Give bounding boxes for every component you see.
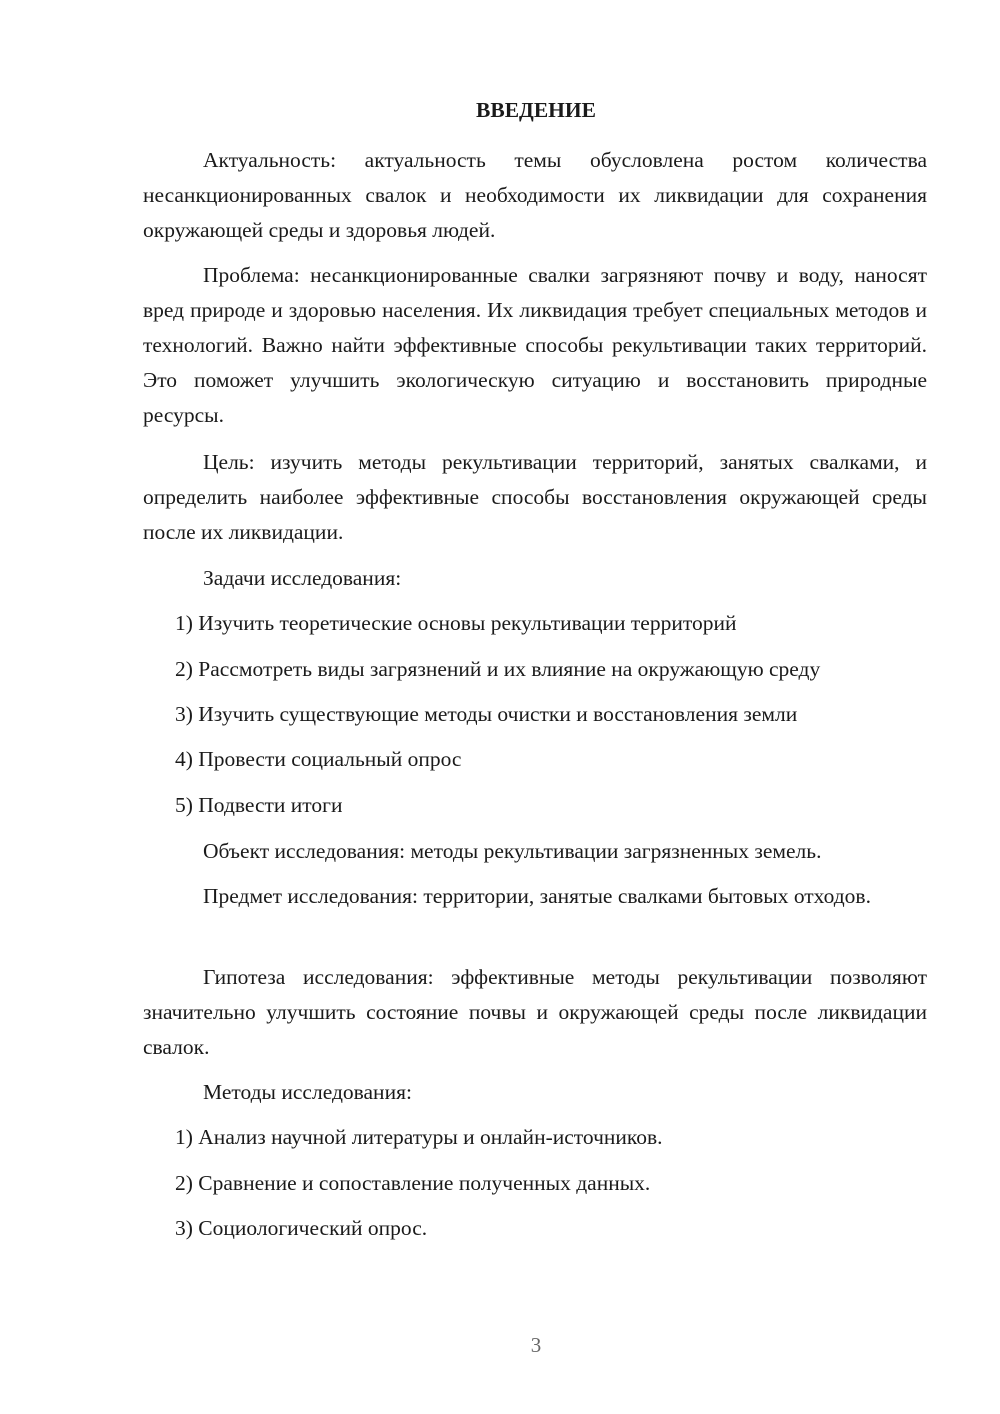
- paragraph-problem: Проблема: несанкционированные свалки загрязняют почву и воду, наносят вред природе и здоровью населения. Их ликвидация требует специальных методов и технологий. Важно найти эффективные способы рекультивации таких территорий. Это поможет улучшить экологическую ситуацию и восстановить природные ресурсы.: [143, 263, 927, 427]
- paragraph-hypothesis: Гипотеза исследования: эффективные методы рекультивации позволяют значительно улучшить состояние почвы и окружающей среды после ликвидации свалок.: [143, 965, 927, 1059]
- paragraph-goal: Цель: изучить методы рекультивации территорий, занятых свалками, и определить наиболее эффективные способы восстановления окружающей среды после их ликвидации.: [143, 450, 927, 544]
- paragraph-relevance: Актуальность: актуальность темы обусловлена ростом количества несанкционированных свалок и необходимости их ликвидации для сохранения окружающей среды и здоровья людей.: [143, 148, 927, 242]
- page-number: 3: [530, 1333, 542, 1357]
- methods-title: Методы исследования:: [203, 1080, 412, 1104]
- task-item: 3) Изучить существующие методы очистки и восстановления земли: [175, 702, 798, 726]
- paragraph-subject: Предмет исследования: территории, занятые свалками бытовых отходов.: [203, 884, 871, 908]
- task-item: 1) Изучить теоретические основы рекультивации территорий: [175, 611, 737, 635]
- section-heading: ВВЕДЕНИЕ: [476, 98, 596, 122]
- task-item: 2) Рассмотреть виды загрязнений и их влияние на окружающую среду: [175, 657, 821, 681]
- method-item: 1) Анализ научной литературы и онлайн-источников.: [175, 1125, 663, 1149]
- tasks-title: Задачи исследования:: [203, 566, 402, 590]
- task-item: 5) Подвести итоги: [175, 793, 343, 817]
- method-item: 3) Социологический опрос.: [175, 1216, 428, 1240]
- method-item: 2) Сравнение и сопоставление полученных данных.: [175, 1171, 651, 1195]
- paragraph-object: Объект исследования: методы рекультивации загрязненных земель.: [203, 839, 822, 863]
- task-item: 4) Провести социальный опрос: [175, 747, 462, 771]
